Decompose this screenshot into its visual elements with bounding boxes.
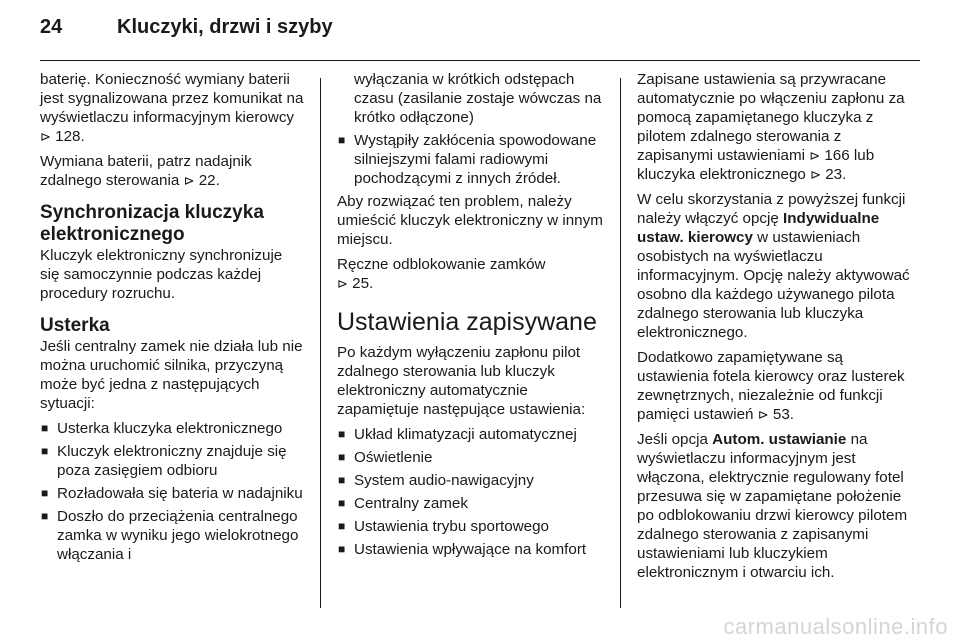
page-reference: 25.: [352, 275, 374, 292]
cross-reference-arrow-icon: ⊳: [337, 276, 348, 291]
list-item: ■ Oświetlenie: [338, 449, 433, 466]
cross-reference-arrow-icon: ⊳: [183, 173, 195, 188]
list-item: ■ Ustawienia trybu sportowego: [338, 518, 550, 535]
paragraph: Jeśli opcja Autom. ustawianie na wyświetlaczu informacyjnym jest włączona, elektrycznie regulowany fotel przesuwa się w zapamiętane położenie po odblokowaniu drzwi kierowcy pilotem zdalnego sterowania z zapisanymi ustawieniami lub kluczykiem elektronicznym i otwarciu ich.: [637, 431, 908, 581]
bullet-icon: ■: [41, 509, 49, 523]
column-divider: [320, 78, 321, 608]
column-left: [40, 70, 305, 568]
section-heading-sync: Synchronizacja kluczyka elektronicznego: [40, 202, 264, 245]
watermark: carmanualsonline.info: [723, 614, 948, 639]
paragraph: Wymiana baterii, patrz nadajnik zdalnego sterowania ⊳ 22.: [40, 153, 252, 189]
page-reference: 22.: [198, 172, 220, 189]
column-middle: [337, 70, 605, 563]
list-item: ■ Usterka kluczyka elektronicznego: [41, 420, 283, 437]
fault-cause-list-continued: [337, 70, 605, 188]
fault-cause-list: [40, 419, 305, 564]
page-number: 24: [40, 16, 63, 38]
cross-reference-arrow-icon: ⊳: [810, 167, 821, 182]
header-divider: [40, 60, 920, 61]
paragraph: Po każdym wyłączeniu zapłonu pilot zdalnego sterowania lub kluczyk elektroniczny automatycznie zapamiętuje następujące ustawienia:: [337, 344, 586, 418]
page-reference: 128.: [55, 128, 85, 145]
saved-settings-list: [337, 425, 605, 559]
bullet-icon: ■: [338, 496, 346, 510]
list-item: ■ Kluczyk elektroniczny znajduje się poza zasięgiem odbioru: [41, 443, 287, 479]
paragraph: Dodatkowo zapamiętywane są ustawienia fotela kierowcy oraz lusterek zewnętrznych, niezależnie od funkcji pamięci ustawień ⊳ 53.: [637, 349, 905, 423]
section-heading-saved-settings: Ustawienia zapisywane: [337, 308, 597, 336]
option-name: Indywidualne ustaw. kierowcy: [637, 210, 880, 246]
list-item: ■ Rozładowała się bateria w nadajniku: [41, 485, 303, 502]
bullet-icon: ■: [338, 519, 346, 533]
paragraph: Ręczne odblokowanie zamków ⊳ 25.: [337, 256, 546, 292]
column-divider: [620, 78, 621, 608]
paragraph: Kluczyk elektroniczny synchronizuje się samoczynnie podczas każdej procedury rozruchu.: [40, 247, 283, 302]
cross-reference-arrow-icon: ⊳: [809, 148, 821, 163]
bullet-icon: ■: [338, 542, 346, 556]
list-item-continued: wyłączania w krótkich odstępach czasu (zasilanie zostaje wówczas na krótko odłączone): [354, 71, 602, 126]
bullet-icon: ■: [41, 421, 49, 435]
paragraph: Zapisane ustawienia są przywracane automatycznie po włączeniu zapłonu za pomocą zapamiętanego kluczyka z pilotem zdalnego sterowania z zapisanymi ustawieniami ⊳ 166 lub kluczyka elektronicznego ⊳ 23.: [637, 71, 905, 183]
paragraph: Jeśli centralny zamek nie działa lub nie można uruchomić silnika, przyczyną może być jedna z następujących sytuacji:: [40, 338, 303, 412]
list-item: ■ Centralny zamek: [338, 495, 468, 512]
page-header: [40, 16, 920, 46]
bullet-icon: ■: [338, 473, 346, 487]
list-item: ■ Wystąpiły zakłócenia spowodowane silniejszymi falami radiowymi pochodzącymi z innych źródeł.: [338, 132, 597, 187]
cross-reference-arrow-icon: ⊳: [757, 407, 769, 422]
bullet-icon: ■: [338, 133, 346, 147]
section-heading-fault: Usterka: [40, 315, 110, 336]
paragraph: baterię. Konieczność wymiany baterii jest sygnalizowana przez komunikat na wyświetlaczu informacyjnym kierowcy ⊳ 128.: [40, 71, 304, 145]
paragraph: W celu skorzystania z powyższej funkcji należy włączyć opcję Indywidualne ustaw. kierowcy w ustawieniach osobistych na wyświetlaczu informacyjnym. Opcję należy aktywować osobno dla każdego używanego pilota zdalnego sterowania lub kluczyka elektronicznego.: [637, 191, 910, 341]
list-item: ■ Układ klimatyzacji automatycznej: [338, 426, 577, 443]
page-reference: 23.: [825, 166, 847, 183]
paragraph: Aby rozwiązać ten problem, należy umieścić kluczyk elektroniczny w innym miejscu.: [337, 193, 603, 248]
bullet-icon: ■: [41, 444, 49, 458]
page-reference: 53.: [772, 406, 794, 423]
bullet-icon: ■: [338, 450, 346, 464]
list-item: ■ Ustawienia wpływające na komfort: [338, 541, 587, 558]
cross-reference-arrow-icon: ⊳: [40, 129, 51, 144]
list-item: ■ Doszło do przeciążenia centralnego zamka w wyniku jego wielokrotnego włączania i: [41, 508, 299, 563]
column-right: [637, 70, 917, 588]
bullet-icon: ■: [338, 427, 346, 441]
list-item: ■ System audio-nawigacyjny: [338, 472, 534, 489]
option-name: Autom. ustawianie: [712, 431, 847, 448]
page-title: Kluczyki, drzwi i szyby: [117, 16, 333, 38]
bullet-icon: ■: [41, 486, 49, 500]
